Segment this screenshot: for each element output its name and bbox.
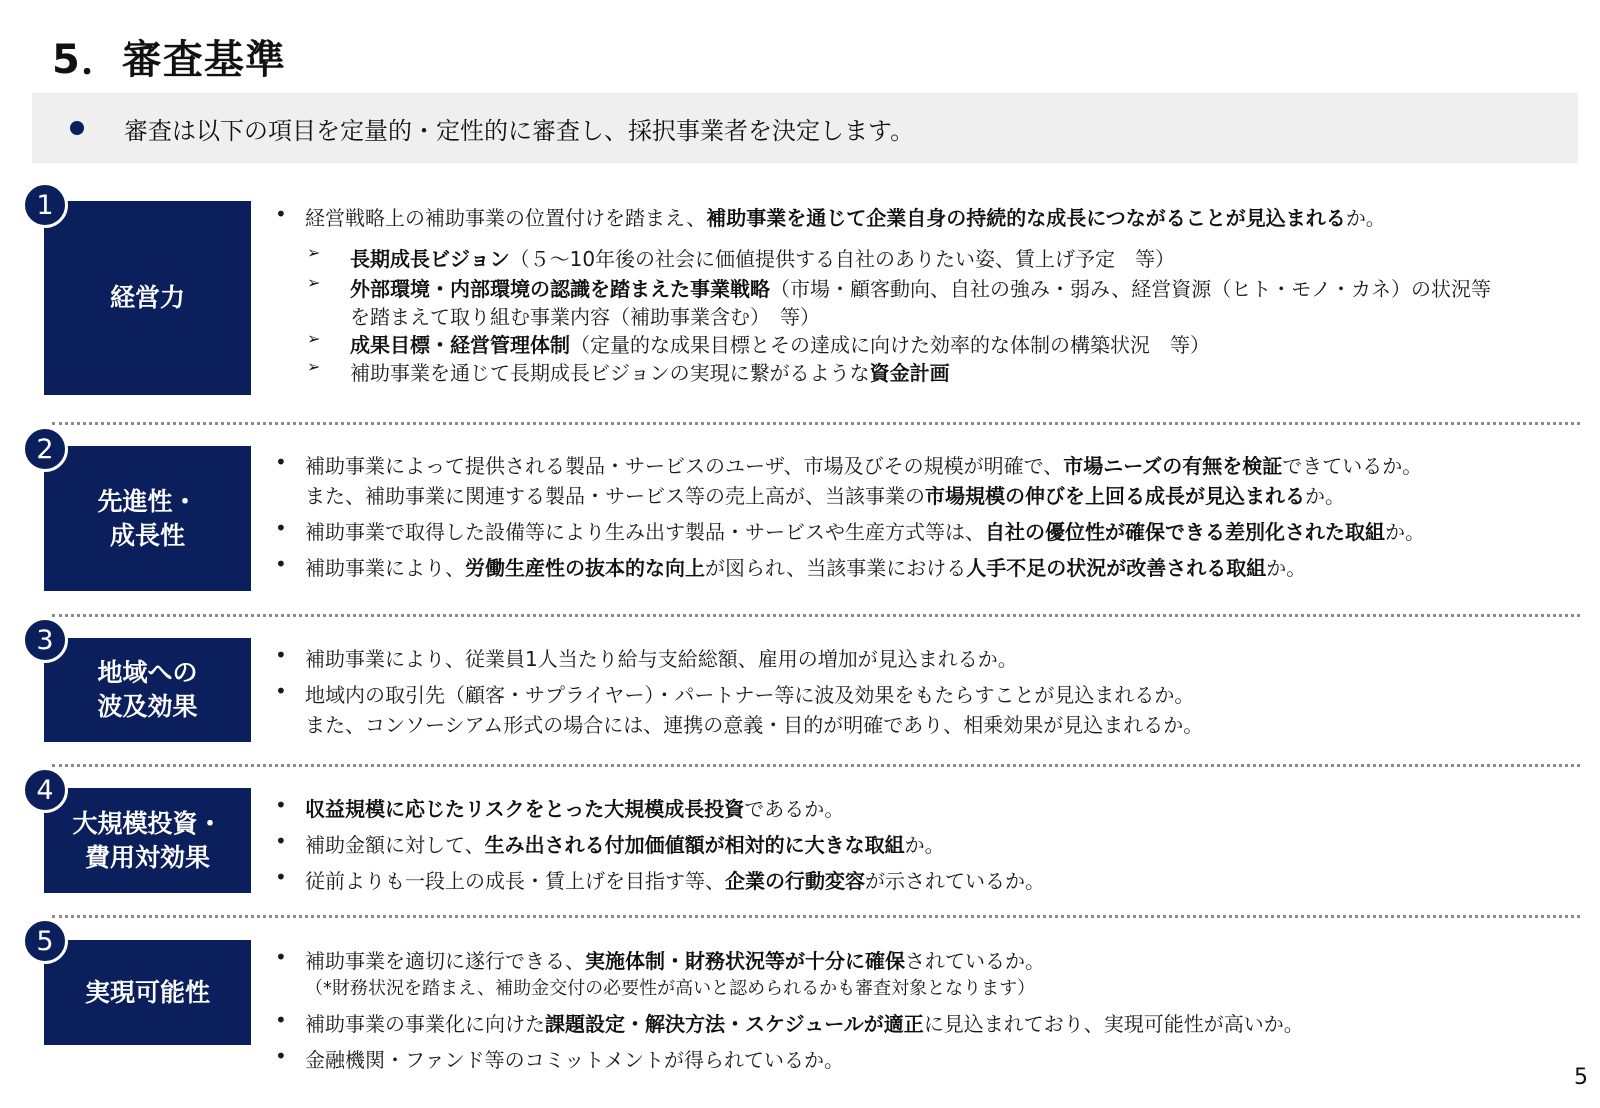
arrow-icon: ➢ — [307, 329, 321, 348]
bullet-icon: • — [275, 450, 287, 474]
criteria-label: 成長性 — [109, 520, 185, 550]
bullet-icon: • — [275, 829, 287, 853]
emphasis: 成果目標・経営管理体制 — [350, 333, 570, 357]
arrow-icon: ➢ — [307, 273, 321, 292]
text: （市場・顧客動向、自社の強み・弱み、経営資源（ヒト・モノ・カネ）の状況等 — [770, 277, 1491, 301]
criteria-label: 先進性・ — [97, 486, 198, 516]
text: 金融機関・ファンド等のコミットメントが得られているか。 — [305, 1048, 844, 1072]
text: か。 — [1345, 206, 1386, 230]
text: であるか。 — [744, 797, 845, 821]
text: を踏まえて取り組む事業内容（補助事業含む） 等） — [350, 305, 820, 329]
text: また、補助事業に関連する製品・サービス等の売上高が、当該事業の — [305, 484, 925, 508]
emphasis: 人手不足の状況が改善される取組 — [966, 556, 1267, 580]
page-title: 5．審査基準 — [52, 37, 286, 83]
bullet-icon: • — [275, 202, 287, 226]
criteria-label-box — [44, 940, 251, 1045]
criteria-label-box — [44, 446, 251, 591]
criteria-label: 波及効果 — [97, 692, 198, 721]
bullet-icon: • — [275, 679, 287, 703]
intro-banner — [32, 93, 1578, 163]
text: できているか。 — [1282, 454, 1423, 478]
emphasis: 収益規模に応じたリスクをとった大規模成長投資 — [305, 797, 745, 821]
bullet-icon: • — [275, 945, 287, 969]
text: 補助事業を適切に遂行できる、 — [305, 949, 585, 973]
emphasis: 課題設定・解決方法・スケジュールが適正 — [545, 1012, 924, 1036]
criteria-number-badge: 4 — [22, 767, 68, 813]
text: 経営戦略上の補助事業の位置付けを踏まえ、 — [305, 206, 707, 230]
text: か。 — [1305, 484, 1345, 508]
text: 従前よりも一段上の成長・賃上げを目指す等、 — [305, 869, 725, 893]
emphasis: 生み出される付加価値額が相対的に大きな取組 — [484, 833, 905, 857]
text: 補助事業を通じて長期成長ビジョンの実現に繋がるような — [350, 361, 870, 385]
text: 補助事業で取得した設備等により生み出す製品・サービスや生産方式等は、 — [305, 520, 985, 544]
text: に見込まれており、実現可能性が高いか。 — [923, 1012, 1304, 1036]
criteria-number-badge: 1 — [22, 182, 68, 228]
criteria-label: 地域への — [97, 658, 198, 688]
text: （５～10年後の社会に価値提供する自社のありたい姿、賃上げ予定 等） — [509, 247, 1176, 271]
section-divider — [52, 614, 1580, 617]
text: 補助事業の事業化に向けた — [305, 1012, 545, 1036]
emphasis: 資金計画 — [869, 361, 950, 385]
emphasis: 長期成長ビジョン — [350, 247, 510, 271]
emphasis: 補助事業を通じて企業自身の持続的な成長につながることが見込まれる — [706, 206, 1346, 230]
bullet-icon: • — [275, 1044, 287, 1068]
criteria-label-box — [44, 201, 251, 395]
criteria-number-badge: 5 — [22, 918, 68, 964]
text: が示されているか。 — [865, 869, 1045, 893]
text: 補助事業により、 — [305, 556, 465, 580]
text: 地域内の取引先（顧客・サプライヤー）・パートナー等に波及効果をもたらすことが見込まれるか。 — [305, 683, 1195, 707]
text: 補助事業により、従業員1人当たり給与支給総額、雇用の増加が見込まれるか。 — [305, 647, 1018, 671]
emphasis: 自社の優位性が確保できる差別化された取組 — [985, 520, 1385, 544]
emphasis: 実施体制・財務状況等が十分に確保 — [585, 949, 905, 973]
text: されているか。 — [905, 949, 1045, 973]
criteria-number-badge: 2 — [22, 426, 68, 472]
text: 補助金額に対して、 — [305, 833, 485, 857]
arrow-icon: ➢ — [307, 357, 321, 376]
bullet-icon: • — [275, 865, 287, 889]
text: が図られ、当該事業における — [705, 556, 967, 580]
text: （定量的な成果目標とその達成に向けた効率的な体制の構築状況 等） — [570, 333, 1210, 357]
emphasis: 市場ニーズの有無を検証 — [1063, 454, 1283, 478]
text: か。 — [1385, 520, 1425, 544]
text: また、コンソーシアム形式の場合には、連携の意義・目的が明確であり、相乗効果が見込まれるか。 — [305, 713, 1204, 737]
text: か。 — [1266, 556, 1307, 580]
intro-text: 審査は以下の項目を定量的・定性的に審査し、採択事業者を決定します。 — [124, 117, 915, 145]
emphasis: 労働生産性の抜本的な向上 — [465, 556, 705, 580]
criteria-label-box — [44, 788, 251, 893]
section-divider — [52, 915, 1580, 918]
emphasis: 市場規模の伸びを上回る成長が見込まれる — [925, 484, 1305, 508]
text: 補助事業によって提供される製品・サービスのユーザ、市場及びその規模が明確で、 — [305, 454, 1064, 478]
criteria-label: 大規模投資・ — [72, 808, 223, 838]
emphasis: 企業の行動変容 — [725, 869, 865, 893]
emphasis: 外部環境・内部環境の認識を踏まえた事業戦略 — [350, 277, 770, 301]
criteria-number-badge: 3 — [22, 617, 68, 663]
bullet-icon: • — [275, 1008, 287, 1032]
section-divider — [52, 764, 1580, 767]
arrow-icon: ➢ — [307, 243, 321, 262]
bullet-icon: • — [275, 643, 287, 667]
criteria-label: 実現可能性 — [84, 977, 210, 1007]
bullet-icon: • — [275, 516, 287, 540]
criteria-label: 経営力 — [109, 283, 185, 313]
page-number: 5 — [1574, 1065, 1588, 1090]
bullet-icon: • — [275, 793, 287, 817]
note-text: （*財務状況を踏まえ、補助金交付の必要性が高いと認められるかも審査対象となります） — [305, 978, 1036, 999]
text: か。 — [904, 833, 945, 857]
section-divider — [52, 422, 1580, 425]
bullet-icon: • — [275, 552, 287, 576]
bullet-dot-icon — [70, 121, 84, 135]
criteria-label: 費用対効果 — [84, 842, 210, 872]
criteria-label-box — [44, 638, 251, 742]
